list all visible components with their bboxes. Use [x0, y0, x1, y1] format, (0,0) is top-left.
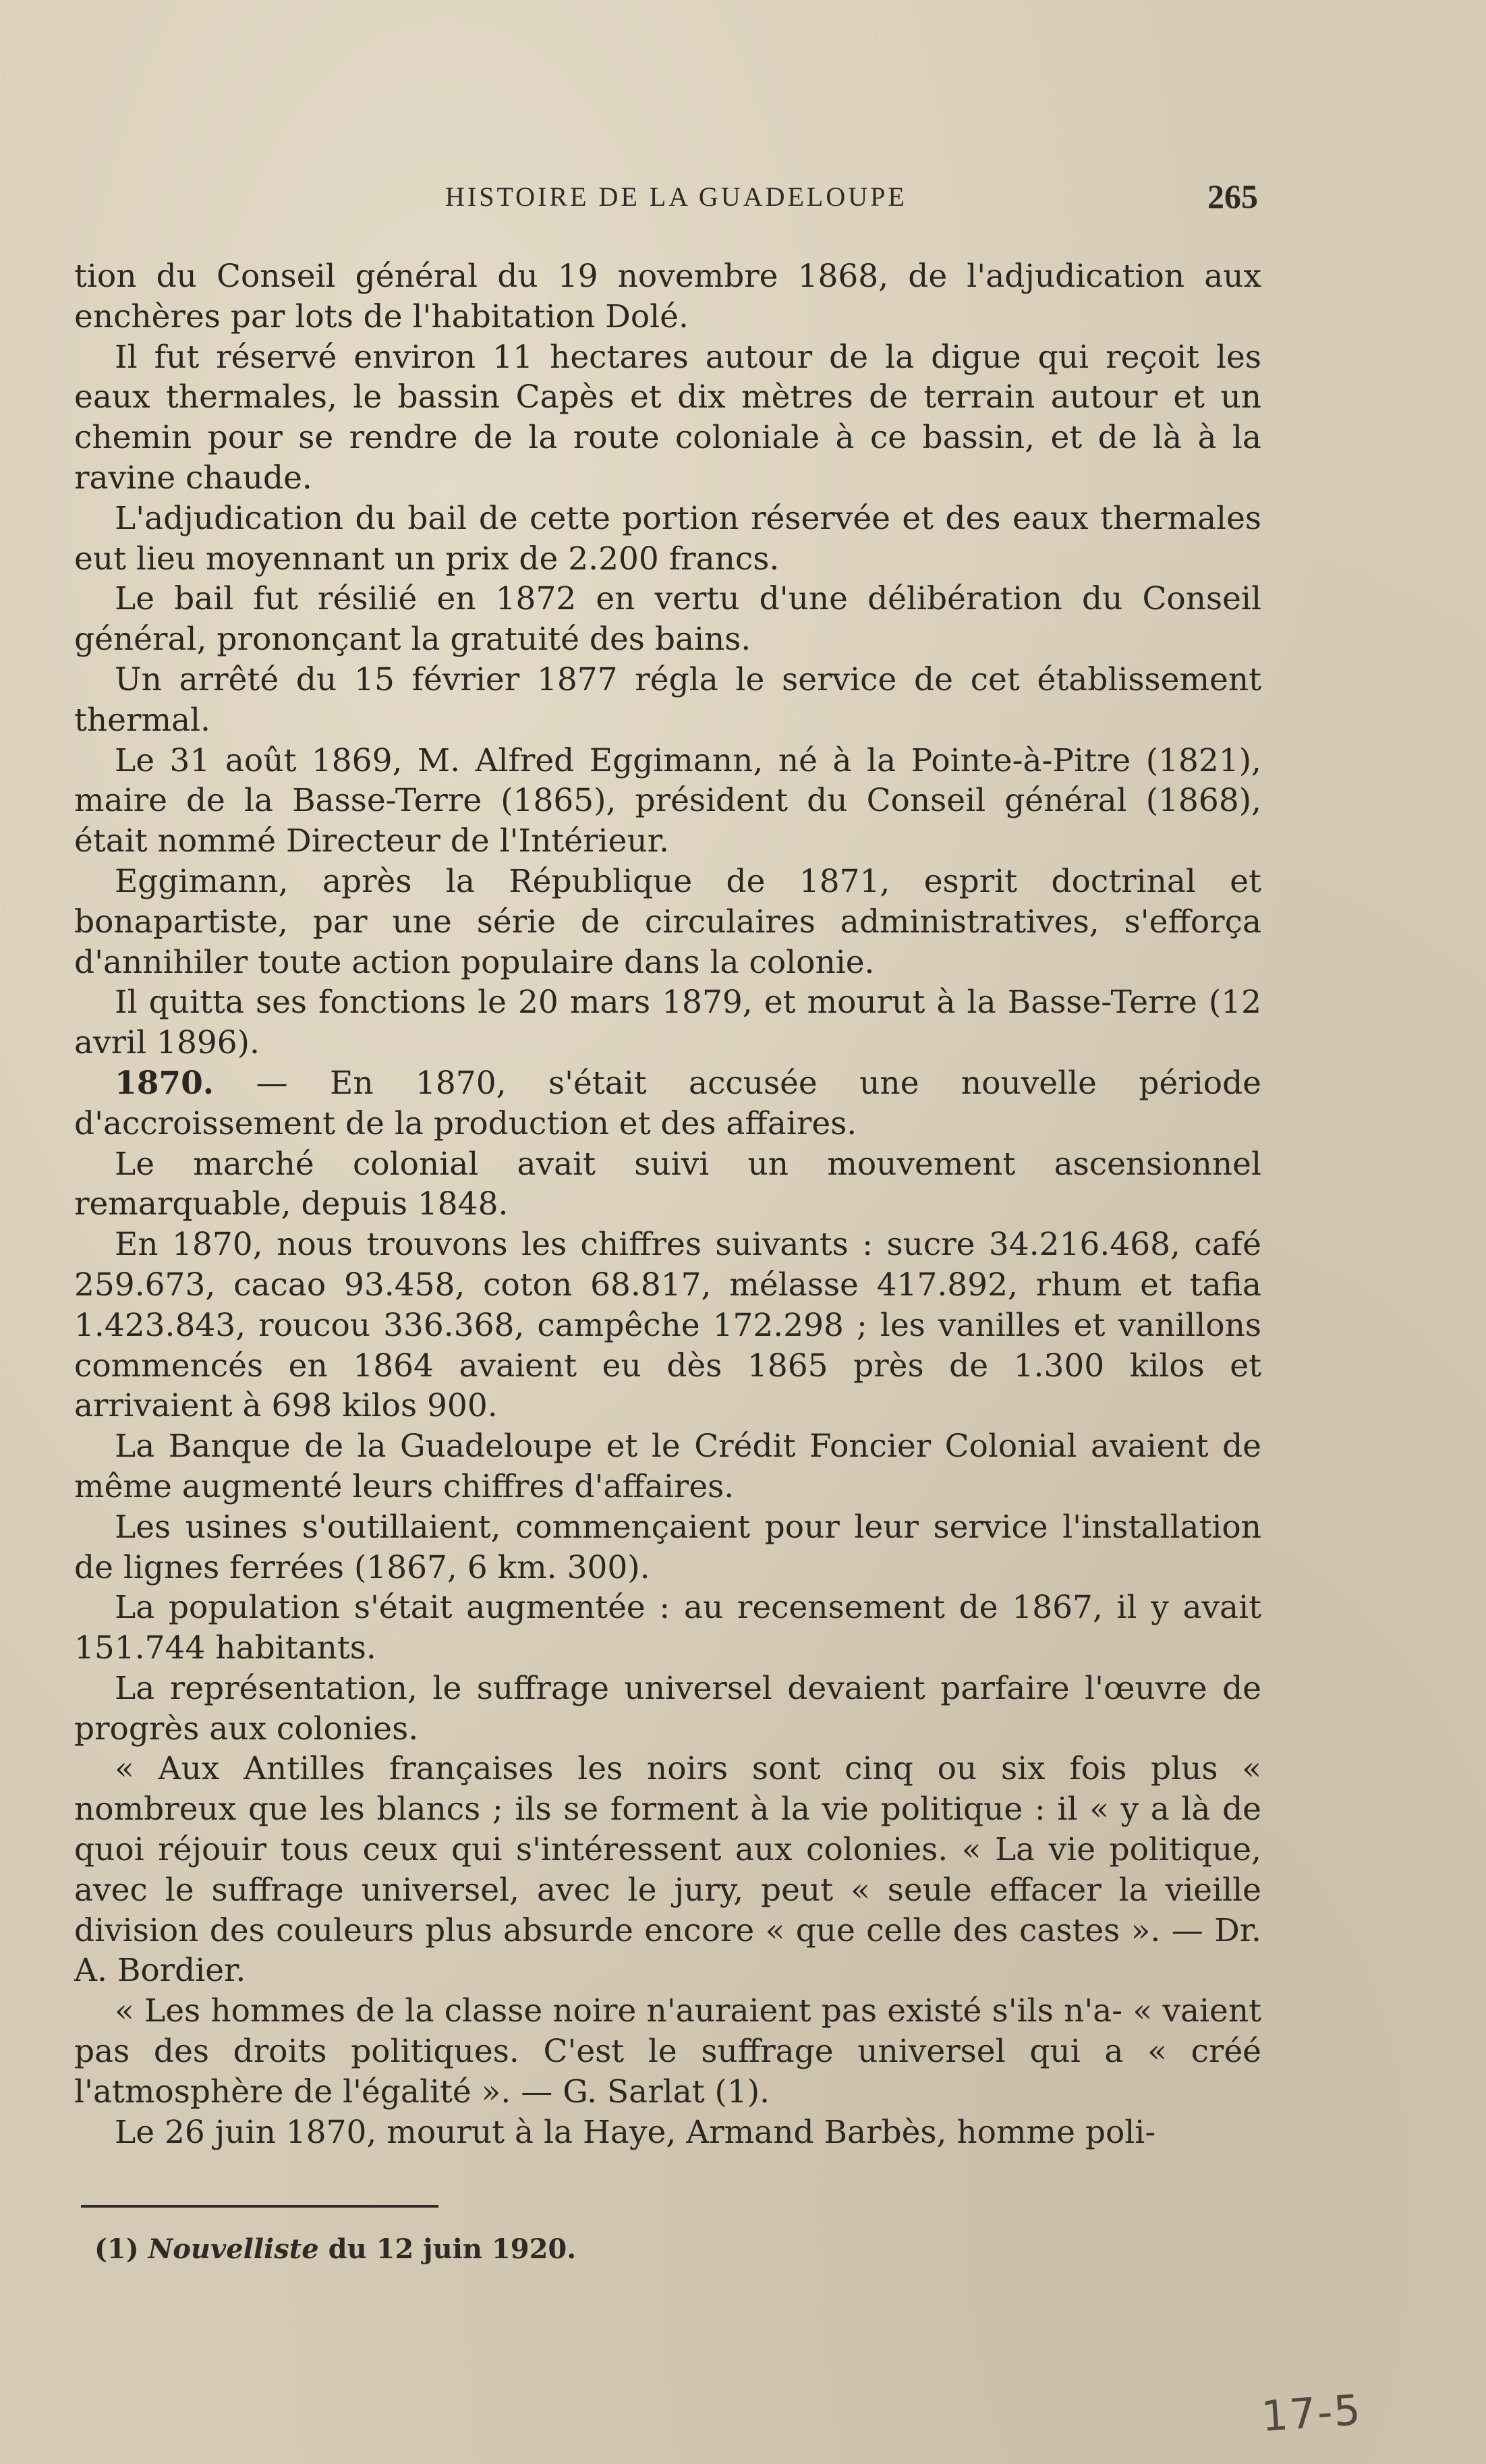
paragraph: Un arrêté du 15 février 1877 régla le service de cet établissement thermal.	[74, 661, 1261, 739]
quotation-bordier: « Aux Antilles françaises les noirs sont cinq ou six fois plus « nombreux que les blancs ; ils se forment à la vie politique : il « y a là de quoi réjouir tous ceux qui s'intéressent aux colonies. « La vie politique, avec le suffrage universel, avec le jury, peut « seule effacer la vieille division des couleurs plus absurde encore « que celle des castes ». — Dr. A. Bordier.	[74, 1750, 1261, 1990]
paragraph: Eggimann, après la République de 1871, esprit doctrinal et bonapartiste, par une série de circulaires administratives, s'efforça d'annihiler toute action populaire dans la colonie.	[74, 862, 1261, 981]
paragraph: Il quitta ses fonctions le 20 mars 1879, et mourut à la Basse-Terre (12 avril 1896).	[74, 984, 1261, 1062]
footnote-divider	[81, 2205, 438, 2208]
quotation-sarlat: « Les hommes de la classe noire n'auraient pas existé s'ils n'a- « vaient pas des droits politiques. C'est le suffrage universel qui a « créé l'atmosphère de l'égalité ». — G. Sarlat (1).	[74, 1992, 1261, 2110]
paragraph: Le 31 août 1869, M. Alfred Eggimann, né à la Pointe-à-Pitre (1821), maire de la Basse-Terre (1865), président du Conseil général (1868), était nommé Directeur de l'Intérieur.	[74, 741, 1261, 860]
paragraph: La représentation, le suffrage universel devaient parfaire l'œuvre de progrès aux colonies.	[74, 1669, 1261, 1747]
paragraph: Les usines s'outillaient, commençaient pour leur service l'installation de lignes ferrées (1867, 6 km. 300).	[74, 1508, 1261, 1586]
paragraph-year-1870	[74, 1063, 1261, 1144]
page-number: 265	[1207, 177, 1258, 215]
paragraph: En 1870, nous trouvons les chiffres suivants : sucre 34.216.468, café 259.673, cacao 93.458, coton 68.817, mélasse 417.892, rhum et tafia 1.423.843, roucou 336.368, campêche 172.298 ; les vanilles et vanillons commencés en 1864 avaient eu dès 1865 près de 1.300 kilos et arrivaient à 698 kilos 900.	[74, 1226, 1261, 1425]
footnote-source: Nouvelliste	[148, 2233, 319, 2265]
paragraph: Il fut réservé environ 11 hectares autour de la digue qui reçoit les eaux thermales, le bassin Capès et dix mètres de terrain autour et un chemin pour se rendre de la route coloniale à ce bassin, et de là à la ravine chaude.	[74, 338, 1261, 497]
footnote-date: du 12 juin 1920.	[328, 2233, 577, 2265]
footnote	[94, 2233, 576, 2265]
paragraph: tion du Conseil général du 19 novembre 1868, de l'adjudication aux enchères par lots de l'habitation Dolé.	[74, 258, 1261, 335]
paragraph: Le bail fut résilié en 1872 en vertu d'une délibération du Conseil général, prononçant la gratuité des bains.	[74, 580, 1261, 659]
body-text	[74, 256, 1261, 2152]
handwritten-note: 17-5	[1259, 2384, 1364, 2442]
paragraph: La population s'était augmentée : au recensement de 1867, il y avait 151.744 habitants.	[74, 1589, 1261, 1667]
year-heading: 1870.	[115, 1064, 215, 1102]
footnote-marker: (1)	[94, 2233, 139, 2265]
paragraph-text: — En 1870, s'était accusée une nouvelle période d'accroissement de la production et des affaires.	[74, 1064, 1261, 1142]
paragraph: Le marché colonial avait suivi un mouvement ascensionnel remarquable, depuis 1848.	[74, 1145, 1261, 1223]
paragraph: La Banque de la Guadeloupe et le Crédit Foncier Colonial avaient de même augmenté leurs chiffres d'affaires.	[74, 1428, 1261, 1505]
paragraph: Le 26 juin 1870, mourut à la Haye, Armand Barbès, homme poli-	[115, 2113, 1156, 2151]
paragraph: L'adjudication du bail de cette portion réservée et des eaux thermales eut lieu moyennant un prix de 2.200 francs.	[74, 499, 1261, 578]
running-title: HISTOIRE DE LA GUADELOUPE	[445, 181, 907, 212]
